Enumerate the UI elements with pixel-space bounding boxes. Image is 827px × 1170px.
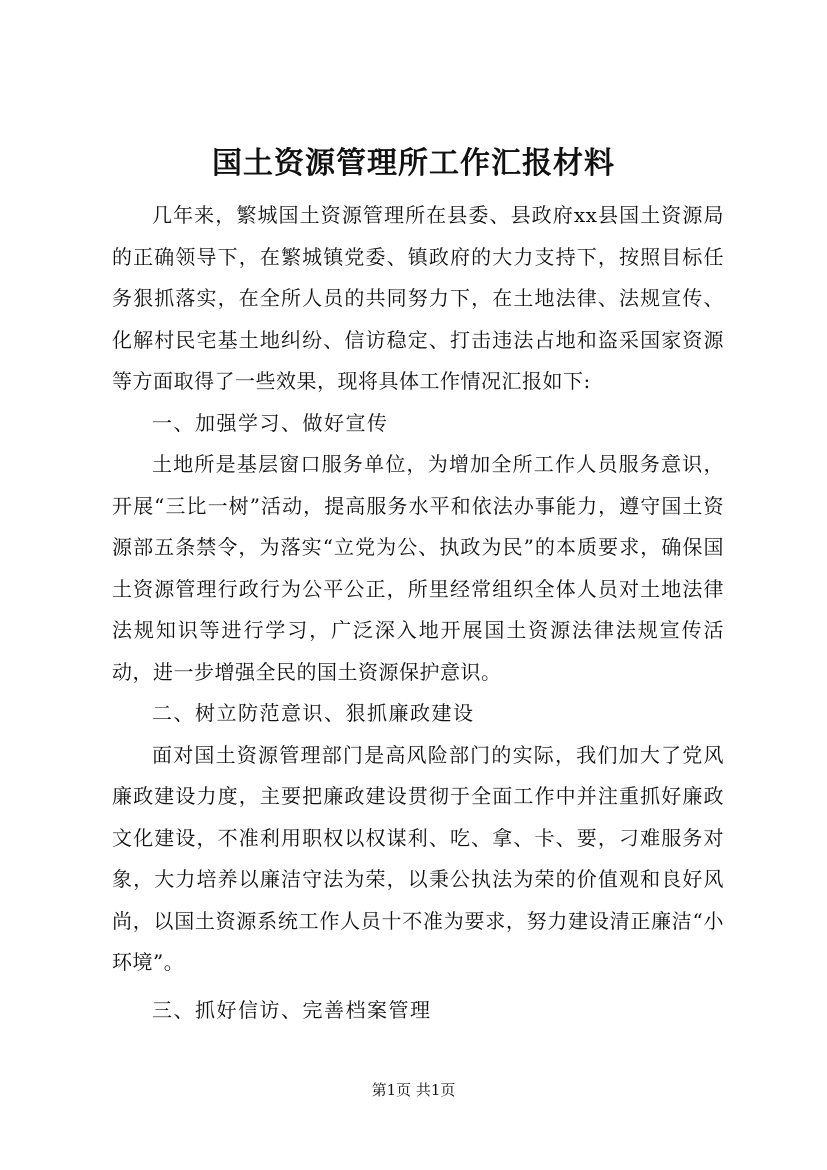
- document-body: [112, 195, 724, 1031]
- section-heading-2: 二、树立防范意识、狠抓廉政建设: [152, 701, 475, 725]
- section-heading-3: 三、抓好信访、完善档案管理: [152, 997, 432, 1022]
- section-heading-1: 一、加强学习、做好宣传: [152, 410, 389, 435]
- document-title: 国土资源管理所工作汇报材料: [212, 146, 615, 181]
- intro-paragraph: 几年来，繁城国土资源管理所在县委、县政府xx县国土资源局的正确领导下，在繁城镇党委、镇政府的大力支持下，按照目标任务狠抓落实，在全所人员的共同努力下，在土地法律、法规宣传、化解村民宅基土地纠纷、信访稳定、打击违法占地和盗采国家资源等方面取得了一些效果，现将具体工作情况汇报如下:: [112, 203, 724, 393]
- section-1-paragraph: 土地所是基层窗口服务单位，为增加全所工作人员服务意识，开展“三比一树”活动，提高服务水平和依法办事能力，遵守国土资源部五条禁令，为落实“立党为公、执政为民”的本质要求，确保国土资源管理行政行为公平公正，所里经常组织全体人员对土地法律法规知识等进行学习，广泛深入地开展国土资源法律法规宣传活动，进一步增强全民的国土资源保护意识。: [112, 452, 724, 684]
- page-number-footer: 第1页 共1页: [371, 1081, 456, 1099]
- section-2-paragraph: 面对国土资源管理部门是高风险部门的实际，我们加大了党风廉政建设力度，主要把廉政建设贯彻于全面工作中并注重抓好廉政文化建设，不准利用职权以权谋利、吃、拿、卡、要，刁难服务对象，大力培养以廉洁守法为荣，以秉公执法为荣的价值观和良好风尚，以国土资源系统工作人员十不准为要求，努力建设清正廉洁“小环境”。: [112, 742, 724, 974]
